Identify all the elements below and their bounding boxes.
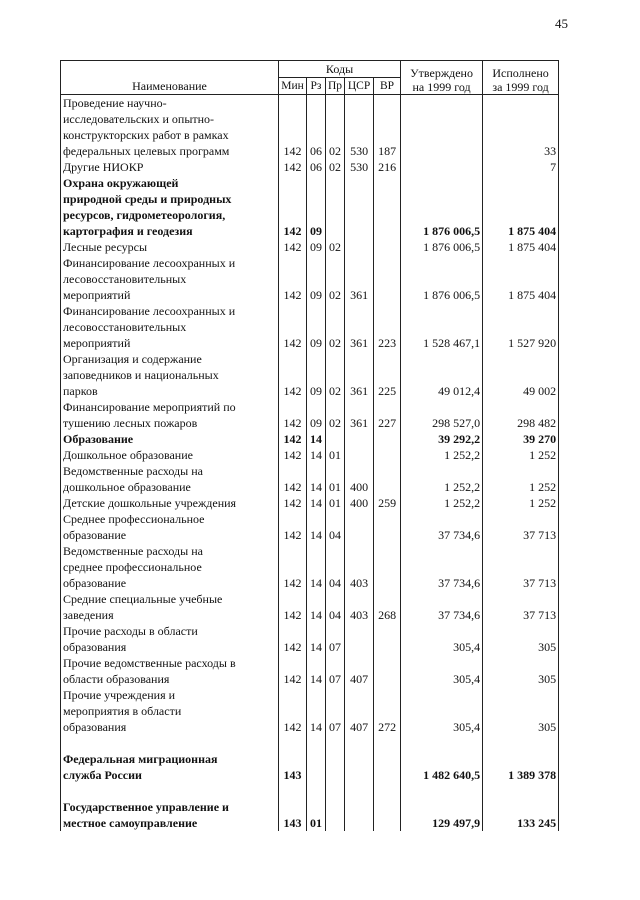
code-rz: 01: [307, 799, 326, 831]
row-name-line: Финансирование лесоохранных и: [63, 256, 236, 270]
executed-value: 1 527 920: [483, 303, 559, 351]
approved-value: 305,4: [401, 687, 483, 735]
row-name-line: природной среды и природных: [63, 192, 232, 206]
table-row: [61, 239, 559, 255]
spacer-cell: [279, 735, 307, 751]
executed-value: 1 875 404: [483, 175, 559, 239]
row-name-line: образования: [63, 720, 127, 734]
code-pr: 07: [326, 623, 345, 655]
code-csr: 407: [345, 687, 374, 735]
table-row: [61, 463, 559, 495]
code-csr: 400: [345, 463, 374, 495]
table-row: [61, 511, 559, 543]
code-min: 142: [279, 447, 307, 463]
code-csr: 361: [345, 303, 374, 351]
row-name-line: ресурсов, гидрометеорология,: [63, 208, 226, 222]
row-name-line: Финансирование мероприятий по: [63, 400, 236, 414]
approved-value: 305,4: [401, 623, 483, 655]
code-min: 142: [279, 239, 307, 255]
executed-value: 133 245: [483, 799, 559, 831]
approved-value: 1 876 006,5: [401, 175, 483, 239]
code-pr: [326, 175, 345, 239]
code-vr: [374, 255, 401, 303]
executed-value: 1 252: [483, 447, 559, 463]
code-vr: [374, 175, 401, 239]
code-rz: 14: [307, 655, 326, 687]
row-name-line: федеральных целевых программ: [63, 144, 230, 158]
row-name-line: лесовосстановительных: [63, 320, 187, 334]
row-name-line: Федеральная миграционная: [63, 752, 218, 766]
code-min: 142: [279, 255, 307, 303]
code-csr: 407: [345, 655, 374, 687]
code-csr: 530: [345, 95, 374, 160]
code-vr: [374, 463, 401, 495]
executed-value: 305: [483, 655, 559, 687]
header-approved-line-2: на 1999 год: [412, 80, 471, 94]
code-pr: 07: [326, 687, 345, 735]
code-vr: [374, 623, 401, 655]
row-name: [61, 159, 279, 175]
spacer-cell: [307, 783, 326, 799]
row-name: [61, 351, 279, 399]
header-code-csr: ЦСР: [345, 78, 374, 95]
executed-value: 33: [483, 95, 559, 160]
code-csr: 403: [345, 543, 374, 591]
table-row: [61, 655, 559, 687]
approved-value: 1 482 640,5: [401, 751, 483, 783]
header-code-vr: ВР: [374, 78, 401, 95]
code-min: 142: [279, 399, 307, 431]
executed-value: 305: [483, 623, 559, 655]
code-min: 142: [279, 655, 307, 687]
spacer-cell: [483, 783, 559, 799]
approved-value: 1 876 006,5: [401, 255, 483, 303]
executed-value: 1 252: [483, 495, 559, 511]
table-row: [61, 751, 559, 783]
row-name: [61, 511, 279, 543]
row-name-line: Среднее профессиональное: [63, 512, 205, 526]
row-name-line: дошкольное образование: [63, 480, 191, 494]
header-executed-line-1: Исполнено: [492, 66, 549, 80]
row-name: [61, 799, 279, 831]
code-csr: 361: [345, 351, 374, 399]
code-min: 143: [279, 751, 307, 783]
header-approved: [401, 61, 483, 95]
code-csr: 400: [345, 495, 374, 511]
row-name-line: конструкторских работ в рамках: [63, 128, 229, 142]
code-min: 142: [279, 543, 307, 591]
code-min: 142: [279, 463, 307, 495]
row-name-line: Средние специальные учебные: [63, 592, 223, 606]
row-name-line: Ведомственные расходы на: [63, 464, 203, 478]
table-row: [61, 431, 559, 447]
code-csr: [345, 799, 374, 831]
spacer-cell: [279, 783, 307, 799]
executed-value: 298 482: [483, 399, 559, 431]
row-name: [61, 239, 279, 255]
code-pr: 02: [326, 239, 345, 255]
row-name-line: лесовосстановительных: [63, 272, 187, 286]
row-name: [61, 431, 279, 447]
row-name-line: Образование: [63, 432, 134, 446]
header-executed: [483, 61, 559, 95]
spacer-row: [61, 783, 559, 799]
approved-value: 37 734,6: [401, 591, 483, 623]
code-rz: 14: [307, 591, 326, 623]
table-row: [61, 399, 559, 431]
row-name: [61, 303, 279, 351]
code-pr: 02: [326, 351, 345, 399]
header-codes: Коды: [279, 61, 401, 78]
table-row: [61, 687, 559, 735]
table-row: [61, 303, 559, 351]
executed-value: 305: [483, 687, 559, 735]
code-min: 142: [279, 175, 307, 239]
code-min: 142: [279, 495, 307, 511]
code-pr: 02: [326, 95, 345, 160]
row-name-line: Детские дошкольные учреждения: [63, 496, 237, 510]
code-csr: 361: [345, 399, 374, 431]
spacer-cell: [483, 735, 559, 751]
table-row: [61, 495, 559, 511]
code-rz: 09: [307, 351, 326, 399]
code-vr: 216: [374, 159, 401, 175]
code-rz: 06: [307, 95, 326, 160]
code-rz: 14: [307, 495, 326, 511]
code-min: 142: [279, 591, 307, 623]
row-name-line: тушению лесных пожаров: [63, 416, 198, 430]
code-min: 142: [279, 687, 307, 735]
header-name: Наименование: [61, 61, 279, 95]
code-rz: 14: [307, 511, 326, 543]
row-name-line: Другие НИОКР: [63, 160, 144, 174]
row-name-line: Прочие учреждения и: [63, 688, 176, 702]
row-name: [61, 447, 279, 463]
spacer-cell: [326, 783, 345, 799]
code-vr: [374, 447, 401, 463]
code-vr: [374, 799, 401, 831]
spacer-cell: [61, 735, 279, 751]
approved-value: 1 876 006,5: [401, 239, 483, 255]
row-name-line: образования: [63, 640, 127, 654]
row-name: [61, 591, 279, 623]
executed-value: 37 713: [483, 511, 559, 543]
approved-value: 49 012,4: [401, 351, 483, 399]
row-name-line: Финансирование лесоохранных и: [63, 304, 236, 318]
approved-value: 129 497,9: [401, 799, 483, 831]
code-vr: 272: [374, 687, 401, 735]
row-name: [61, 655, 279, 687]
code-vr: [374, 239, 401, 255]
approved-value: 1 252,2: [401, 463, 483, 495]
row-name: [61, 495, 279, 511]
approved-value: 298 527,0: [401, 399, 483, 431]
executed-value: 39 270: [483, 431, 559, 447]
code-vr: 225: [374, 351, 401, 399]
spacer-cell: [326, 735, 345, 751]
code-vr: 187: [374, 95, 401, 160]
code-rz: 14: [307, 447, 326, 463]
table-row: [61, 447, 559, 463]
code-vr: 259: [374, 495, 401, 511]
header-approved-line-1: Утверждено: [410, 66, 473, 80]
code-csr: 403: [345, 591, 374, 623]
row-name: [61, 463, 279, 495]
row-name: [61, 255, 279, 303]
table-row: [61, 351, 559, 399]
code-pr: [326, 799, 345, 831]
spacer-cell: [61, 783, 279, 799]
table-row: [61, 623, 559, 655]
code-min: 142: [279, 351, 307, 399]
code-rz: [307, 751, 326, 783]
approved-value: 37 734,6: [401, 543, 483, 591]
approved-value: 1 252,2: [401, 447, 483, 463]
spacer-cell: [345, 783, 374, 799]
executed-value: 1 389 378: [483, 751, 559, 783]
spacer-cell: [374, 783, 401, 799]
code-vr: [374, 751, 401, 783]
code-rz: 14: [307, 687, 326, 735]
code-pr: 01: [326, 463, 345, 495]
code-vr: 223: [374, 303, 401, 351]
code-pr: 04: [326, 543, 345, 591]
row-name-line: мероприятий: [63, 336, 131, 350]
row-name-line: Ведомственные расходы на: [63, 544, 203, 558]
spacer-cell: [374, 735, 401, 751]
budget-table: [60, 60, 559, 831]
row-name: [61, 95, 279, 160]
executed-value: 49 002: [483, 351, 559, 399]
header-executed-line-2: за 1999 год: [492, 80, 549, 94]
approved-value: [401, 95, 483, 160]
approved-value: 1 528 467,1: [401, 303, 483, 351]
spacer-cell: [401, 735, 483, 751]
table-row: [61, 95, 559, 160]
table-row: [61, 543, 559, 591]
executed-value: 37 713: [483, 543, 559, 591]
code-rz: 09: [307, 239, 326, 255]
row-name-line: мероприятия в области: [63, 704, 182, 718]
row-name-line: местное самоуправление: [63, 816, 198, 830]
code-pr: [326, 431, 345, 447]
executed-value: 1 875 404: [483, 255, 559, 303]
approved-value: 1 252,2: [401, 495, 483, 511]
row-name-line: заповедников и национальных: [63, 368, 219, 382]
code-csr: [345, 431, 374, 447]
header-code-min: Мин: [279, 78, 307, 95]
spacer-cell: [307, 735, 326, 751]
code-min: 142: [279, 303, 307, 351]
row-name: [61, 751, 279, 783]
row-name: [61, 623, 279, 655]
approved-value: [401, 159, 483, 175]
row-name-line: среднее профессиональное: [63, 560, 202, 574]
code-rz: 06: [307, 159, 326, 175]
row-name: [61, 399, 279, 431]
spacer-cell: [345, 735, 374, 751]
row-name: [61, 543, 279, 591]
header-code-rz: Рз: [307, 78, 326, 95]
header-code-pr: Пр: [326, 78, 345, 95]
approved-value: 37 734,6: [401, 511, 483, 543]
page-number: 45: [555, 16, 568, 31]
row-name: [61, 175, 279, 239]
code-pr: 02: [326, 399, 345, 431]
row-name-line: парков: [63, 384, 98, 398]
row-name-line: служба России: [63, 768, 142, 782]
table-body: [61, 95, 559, 832]
code-csr: 361: [345, 255, 374, 303]
code-pr: 02: [326, 303, 345, 351]
code-csr: 530: [345, 159, 374, 175]
code-pr: 02: [326, 159, 345, 175]
code-vr: [374, 511, 401, 543]
table-row: [61, 255, 559, 303]
executed-value: 7: [483, 159, 559, 175]
row-name-line: образование: [63, 576, 127, 590]
code-pr: 04: [326, 591, 345, 623]
approved-value: 305,4: [401, 655, 483, 687]
code-vr: [374, 655, 401, 687]
table-row: [61, 799, 559, 831]
executed-value: 1 875 404: [483, 239, 559, 255]
code-rz: 09: [307, 399, 326, 431]
code-rz: 14: [307, 463, 326, 495]
code-rz: 14: [307, 623, 326, 655]
row-name-line: области образования: [63, 672, 170, 686]
code-min: 142: [279, 159, 307, 175]
code-csr: [345, 751, 374, 783]
code-csr: [345, 447, 374, 463]
code-rz: 09: [307, 175, 326, 239]
spacer-row: [61, 735, 559, 751]
code-csr: [345, 511, 374, 543]
code-vr: [374, 431, 401, 447]
table-row: [61, 591, 559, 623]
executed-value: 1 252: [483, 463, 559, 495]
code-csr: [345, 175, 374, 239]
row-name-line: заведения: [63, 608, 114, 622]
code-rz: 09: [307, 255, 326, 303]
row-name-line: Прочие ведомственные расходы в: [63, 656, 236, 670]
code-pr: 01: [326, 495, 345, 511]
spacer-cell: [401, 783, 483, 799]
code-min: 142: [279, 95, 307, 160]
row-name-line: Государственное управление и: [63, 800, 229, 814]
code-rz: 14: [307, 431, 326, 447]
executed-value: 37 713: [483, 591, 559, 623]
code-rz: 14: [307, 543, 326, 591]
table-row: [61, 175, 559, 239]
row-name-line: Лесные ресурсы: [63, 240, 147, 254]
code-pr: 01: [326, 447, 345, 463]
row-name-line: картография и геодезия: [63, 224, 193, 238]
row-name-line: Дошкольное образование: [63, 448, 193, 462]
code-vr: 227: [374, 399, 401, 431]
approved-value: 39 292,2: [401, 431, 483, 447]
row-name-line: мероприятий: [63, 288, 131, 302]
code-pr: 04: [326, 511, 345, 543]
code-rz: 09: [307, 303, 326, 351]
code-csr: [345, 623, 374, 655]
code-min: 143: [279, 799, 307, 831]
code-csr: [345, 239, 374, 255]
code-min: 142: [279, 431, 307, 447]
code-vr: [374, 543, 401, 591]
row-name-line: Прочие расходы в области: [63, 624, 198, 638]
row-name-line: Организация и содержание: [63, 352, 202, 366]
row-name: [61, 687, 279, 735]
row-name-line: Проведение научно-: [63, 96, 167, 110]
code-pr: [326, 751, 345, 783]
row-name-line: образование: [63, 528, 127, 542]
code-pr: 07: [326, 655, 345, 687]
code-vr: 268: [374, 591, 401, 623]
row-name-line: исследовательских и опытно-: [63, 112, 215, 126]
code-min: 142: [279, 623, 307, 655]
code-pr: 02: [326, 255, 345, 303]
table-row: [61, 159, 559, 175]
row-name-line: Охрана окружающей: [63, 176, 179, 190]
code-min: 142: [279, 511, 307, 543]
